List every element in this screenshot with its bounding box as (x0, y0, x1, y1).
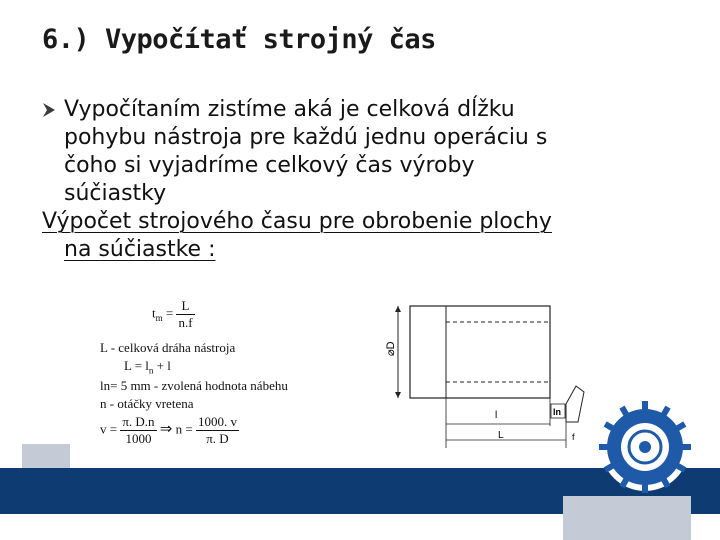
formula-n-desc: n - otáčky vretena (100, 396, 194, 411)
formula-L-desc: L - celková dráha nástroja (100, 340, 236, 355)
formula-block (100, 296, 340, 456)
bullet-line-1: Vypočítaním zistíme aká je celková dĺžku (64, 97, 515, 122)
body-text (42, 96, 682, 264)
length-L-label: L (498, 430, 504, 441)
ln-label: ln (553, 407, 561, 417)
arrow-bullet-icon (42, 102, 56, 118)
formula-v: v = $\frac{\pi. D.n}{1000}$ ⇒ n = $\frac{1000. v}{\pi. D}$ (100, 414, 237, 446)
formula-L: $L = l_n + l$ (124, 358, 171, 376)
length-l-label: l (495, 410, 498, 421)
bullet-item (42, 96, 682, 124)
bullet-line-4: súčiastky (64, 181, 167, 206)
workpiece-diagram (380, 300, 600, 460)
feed-label: f (572, 432, 575, 442)
institution-seal-icon (598, 400, 692, 494)
diameter-label: ⌀D (385, 341, 397, 356)
formula-ln: ln= 5 mm - zvolená hodnota nábehu (100, 378, 288, 393)
heading-line-2: na súčiastke : (64, 237, 216, 262)
bullet-line-3: čoho si vyjadríme celkový čas výroby (64, 153, 475, 178)
slide-title: 6.) Vypočítať strojný čas (42, 24, 436, 55)
decor-square-right (563, 496, 691, 540)
bullet-line-2: pohybu nástroja pre každú jednu operáciu s (64, 125, 548, 150)
heading-line-1: Výpočet strojového času pre obrobenie plochy (42, 209, 552, 234)
formula-tm: $t_m$ = $\frac{L}{n.f}$ (152, 298, 193, 330)
